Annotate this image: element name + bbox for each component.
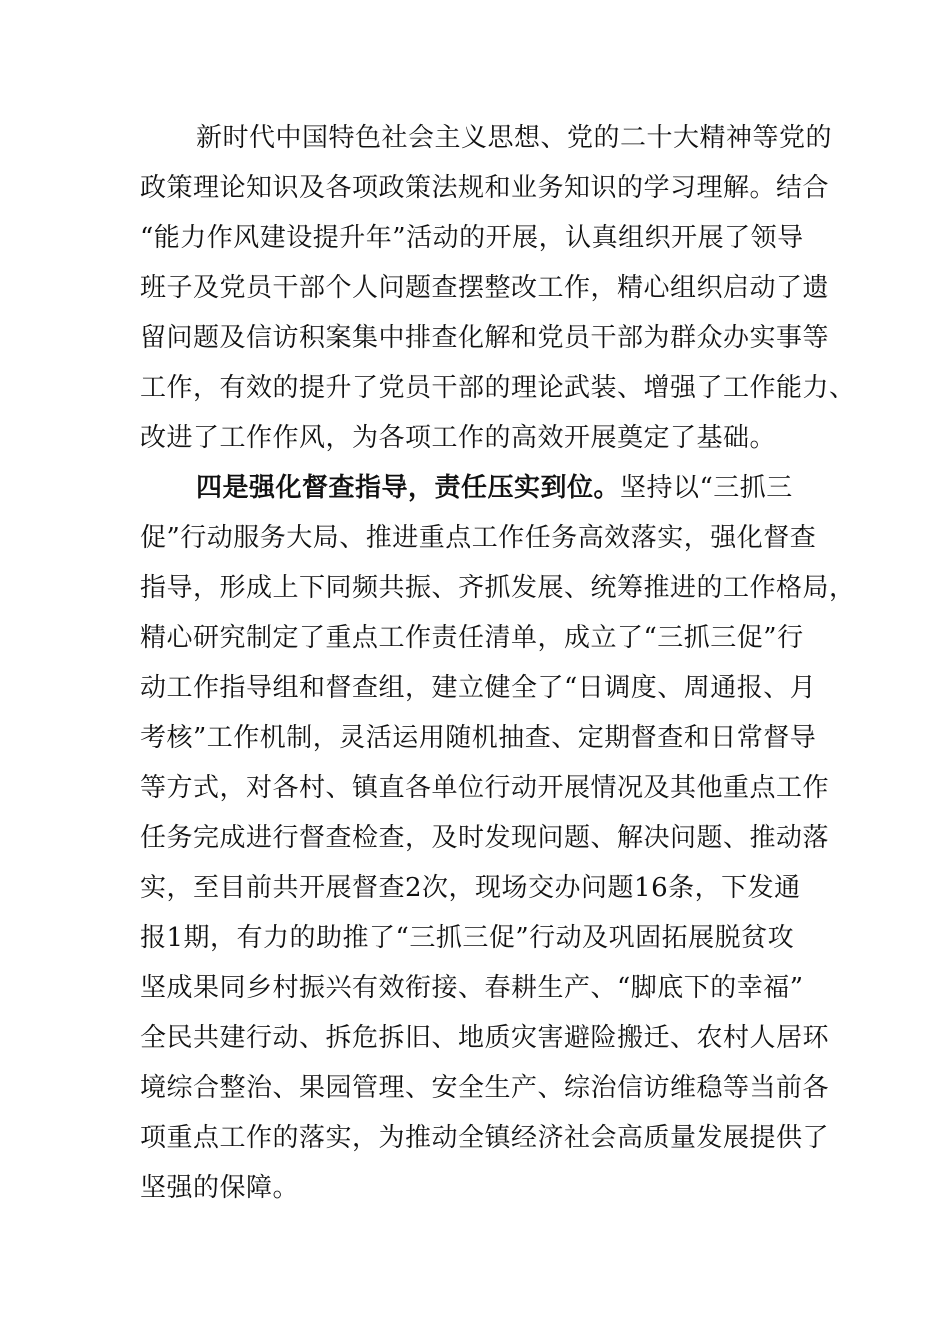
text-line: 实，至目前共开展督查2次，现场交办问题16条，下发通 bbox=[140, 873, 801, 903]
paragraph-heading: 四是强化督查指导，责任压实到位。 bbox=[196, 473, 621, 503]
text-line bbox=[196, 468, 793, 508]
text-line: 考核”工作机制，灵活运用随机抽查、定期督查和日常督导 bbox=[140, 723, 817, 753]
paragraph-text: 坚持以“三抓三 bbox=[620, 473, 793, 503]
text-line: 坚强的保障。 bbox=[140, 1173, 300, 1203]
text-line: 政策理论知识及各项政策法规和业务知识的学习理解。结合 bbox=[140, 173, 830, 203]
text-line: 精心研究制定了重点工作责任清单，成立了“三抓三促”行 bbox=[140, 623, 804, 653]
text-line: 境综合整治、果园管理、安全生产、综治信访维稳等当前各 bbox=[140, 1073, 830, 1103]
text-line: 改进了工作作风，为各项工作的高效开展奠定了基础。 bbox=[140, 423, 777, 453]
text-line: 全民共建行动、拆危拆旧、地质灾害避险搬迁、农村人居环 bbox=[140, 1023, 830, 1053]
text-line: 班子及党员干部个人问题查摆整改工作，精心组织启动了遗 bbox=[140, 273, 830, 303]
text-line: 报1期，有力的助推了“三抓三促”行动及巩固拓展脱贫攻 bbox=[140, 923, 795, 953]
text-line: 项重点工作的落实，为推动全镇经济社会高质量发展提供了 bbox=[140, 1123, 830, 1153]
text-line: 留问题及信访积案集中排查化解和党员干部为群众办实事等 bbox=[140, 323, 830, 353]
text-line: 等方式，对各村、镇直各单位行动开展情况及其他重点工作 bbox=[140, 773, 830, 803]
text-line: “能力作风建设提升年”活动的开展，认真组织开展了领导 bbox=[140, 223, 804, 253]
text-line: 新时代中国特色社会主义思想、党的二十大精神等党的 bbox=[196, 123, 833, 153]
text-line: 坚成果同乡村振兴有效衔接、春耕生产、“脚底下的幸福” bbox=[140, 973, 804, 1003]
text-line: 工作，有效的提升了党员干部的理论武装、增强了工作能力、 bbox=[140, 373, 856, 403]
text-line: 促”行动服务大局、推进重点工作任务高效落实，强化督查 bbox=[140, 523, 817, 553]
text-line: 任务完成进行督查检查，及时发现问题、解决问题、推动落 bbox=[140, 823, 830, 853]
text-line: 指导，形成上下同频共振、齐抓发展、统筹推进的工作格局， bbox=[140, 573, 856, 603]
text-line: 动工作指导组和督查组，建立健全了“日调度、周通报、月 bbox=[140, 673, 817, 703]
